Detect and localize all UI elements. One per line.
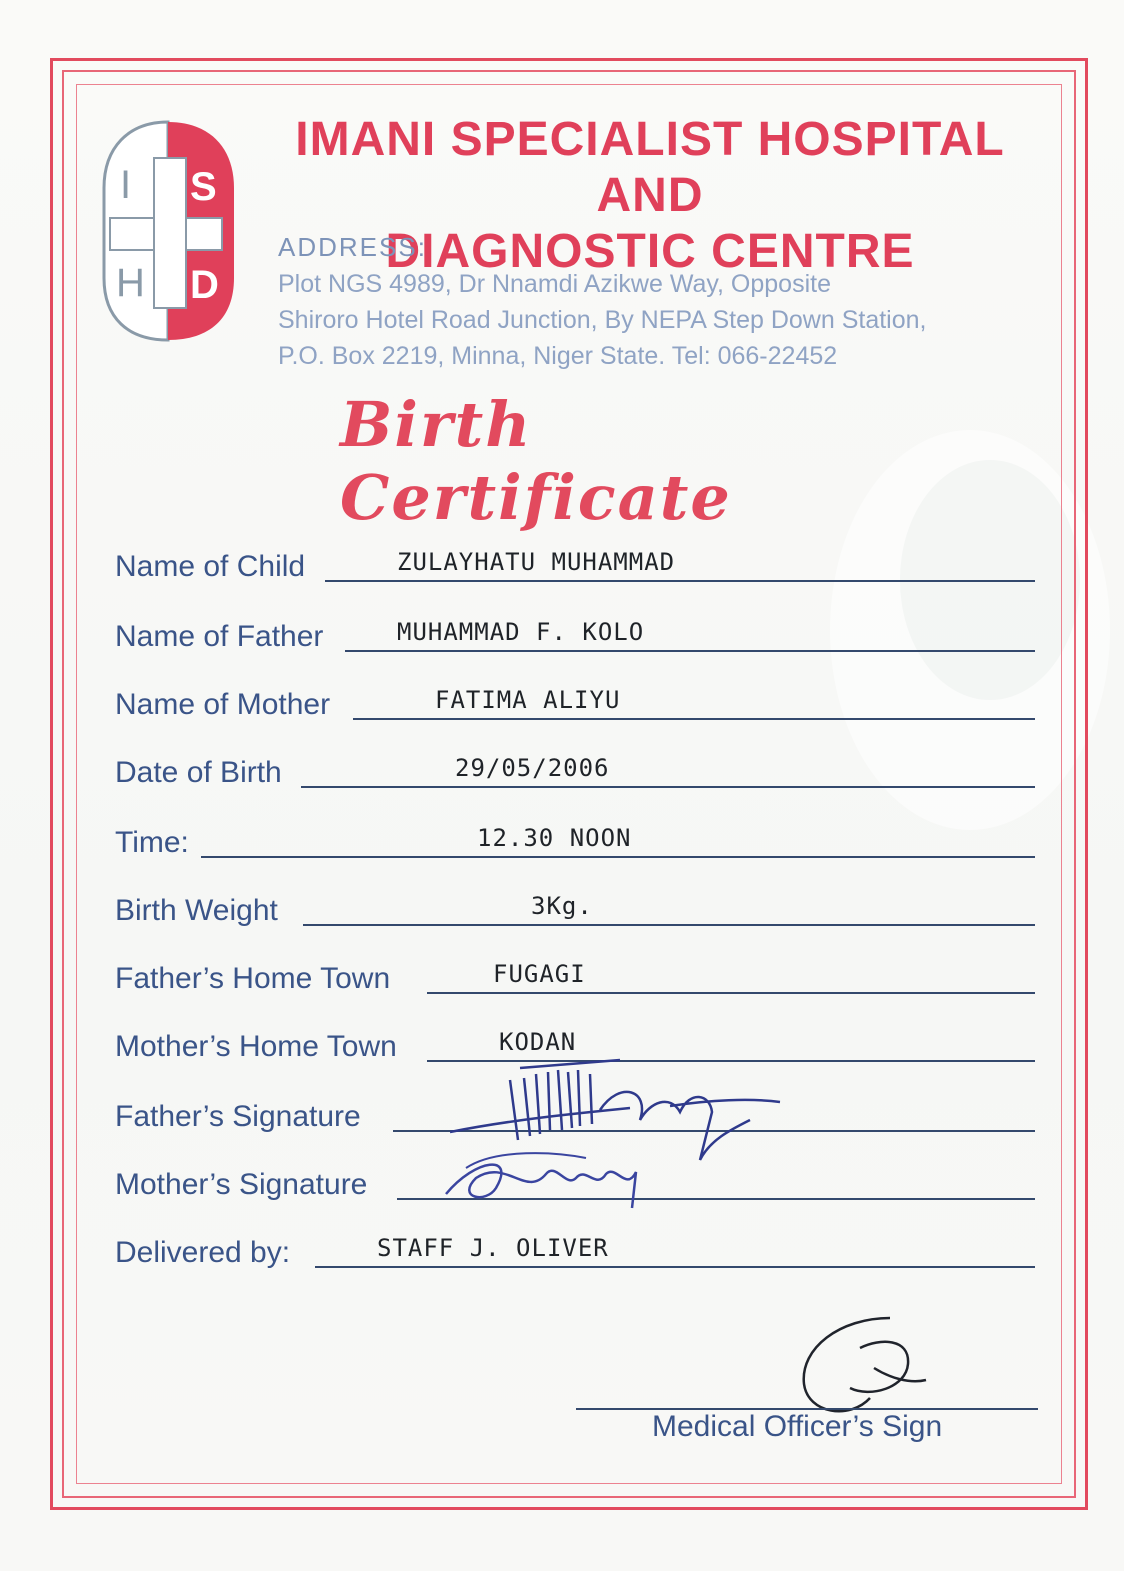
field-label: Name of Child [115,550,306,583]
field-line [353,718,1035,720]
field-name-of-child [115,528,1035,588]
field-value: STAFF J. OLIVER [377,1234,609,1262]
address-line-3: P.O. Box 2219, Minna, Niger State. Tel: 066-22452 [278,342,838,370]
hospital-name-line1: IMANI SPECIALIST HOSPITAL AND [295,113,1005,222]
field-label: Time: [115,826,189,859]
address-line-2: Shiroro Hotel Road Junction, By NEPA Step Down Station, [278,306,927,334]
field-label: Mother’s Home Town [115,1030,397,1063]
field-name-of-mother [115,666,1035,726]
field-label: Date of Birth [115,756,282,789]
address-line-1: Plot NGS 4989, Dr Nnamdi Azikwe Way, Opposite [278,270,831,298]
field-date-of-birth [115,734,1035,794]
field-line [345,650,1035,652]
mothers-signature-mark [436,1138,656,1218]
field-label: Mother’s Signature [115,1168,368,1201]
field-value: MUHAMMAD F. KOLO [397,618,645,646]
field-value: 12.30 NOON [477,824,632,852]
field-value: ZULAYHATU MUHAMMAD [397,548,676,576]
address-label: ADDRESS: [278,232,427,262]
field-value: 3Kg. [531,892,593,920]
certificate-title: Birth Certificate [340,388,732,534]
field-line [427,992,1035,994]
logo-letter-d: D [190,263,219,307]
logo-letter-i: I [120,163,132,207]
field-line [315,1266,1035,1268]
field-value: FATIMA ALIYU [435,686,621,714]
field-label: Delivered by: [115,1236,291,1269]
field-time [115,804,1035,864]
field-name-of-father [115,598,1035,658]
field-value: FUGAGI [493,960,586,988]
field-line [325,580,1035,582]
field-label: Father’s Home Town [115,962,391,995]
field-line [301,786,1035,788]
medical-officer-sign-label: Medical Officer’s Sign [652,1410,943,1443]
hospital-name-line2: DIAGNOSTIC CENTRE [385,225,915,278]
logo-letter-h: H [116,261,145,305]
hospital-logo [98,118,240,344]
field-line [201,856,1035,858]
field-line [303,924,1035,926]
field-value: 29/05/2006 [455,754,610,782]
field-label: Name of Father [115,620,324,653]
field-label: Name of Mother [115,688,331,721]
field-fathers-home-town [115,940,1035,1000]
field-value: KODAN [499,1028,577,1056]
field-label: Birth Weight [115,894,278,927]
field-label: Father’s Signature [115,1100,361,1133]
field-delivered-by [115,1214,1035,1274]
field-birth-weight [115,872,1035,932]
logo-letter-s: S [190,165,217,209]
